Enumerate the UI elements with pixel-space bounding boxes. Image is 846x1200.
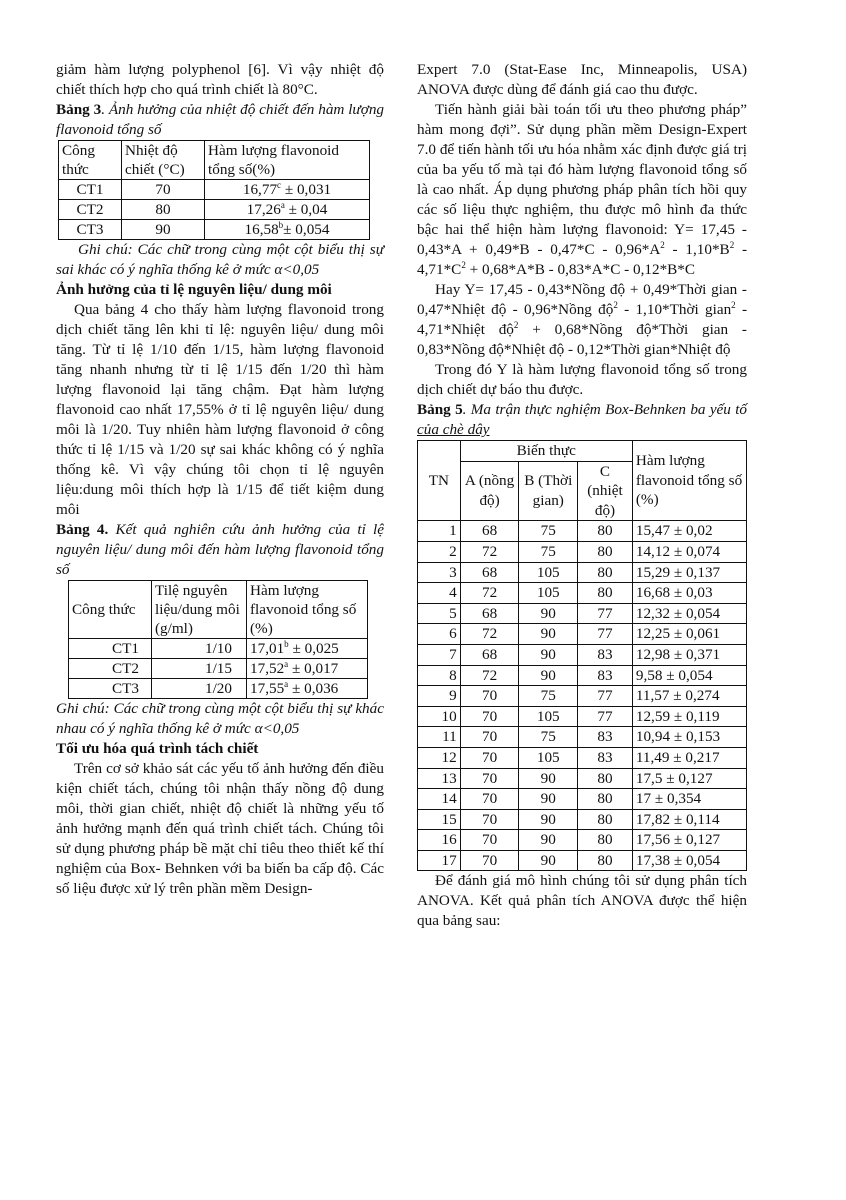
table5-caption-text: . Ma trận thực nghiệm Box-Behnken ba yếu tố <box>462 401 748 418</box>
table-cell: 72 <box>460 583 519 604</box>
table-cell: 90 <box>519 768 578 789</box>
table-cell: 12,98 ± 0,371 <box>632 644 746 665</box>
table-cell: 90 <box>519 850 578 871</box>
table-cell: CT2 <box>69 659 152 679</box>
significance-letter: a <box>284 658 289 669</box>
table-cell <box>247 679 368 699</box>
table5-header-row <box>418 441 747 462</box>
table-cell: 80 <box>578 850 633 871</box>
table-cell: 105 <box>519 747 578 768</box>
table-row <box>69 639 368 659</box>
exponent: 2 <box>513 319 519 330</box>
model-paragraph <box>417 100 747 280</box>
table-cell: 80 <box>578 583 633 604</box>
table-cell: 83 <box>578 644 633 665</box>
table-row <box>418 768 747 789</box>
table4-header-cell: Hàm lượng flavonoid tổng số (%) <box>247 581 368 639</box>
table-cell: 12,59 ± 0,119 <box>632 706 746 727</box>
table-cell: 70 <box>460 727 519 748</box>
table-cell <box>247 659 368 679</box>
significance-letter: a <box>280 199 285 210</box>
table-cell: 1/10 <box>152 639 247 659</box>
error: ± 0,054 <box>283 221 330 238</box>
table-cell: 72 <box>460 624 519 645</box>
table-cell: 77 <box>578 706 633 727</box>
table-cell: 17,5 ± 0,127 <box>632 768 746 789</box>
table-cell <box>247 639 368 659</box>
table-cell: 90 <box>122 220 205 240</box>
table-cell <box>205 200 370 220</box>
table-cell: 77 <box>578 603 633 624</box>
table5 <box>417 440 747 871</box>
table-cell: 12 <box>418 747 461 768</box>
table-cell: 72 <box>460 665 519 686</box>
table-cell: 90 <box>519 789 578 810</box>
value: 16,58 <box>244 221 279 238</box>
table-cell: 68 <box>460 562 519 583</box>
value: 17,26 <box>246 201 281 218</box>
table-cell: 4 <box>418 583 461 604</box>
table-row <box>69 659 368 679</box>
table-cell: 68 <box>460 521 519 542</box>
table-row <box>418 809 747 830</box>
table3-header-row <box>59 141 370 180</box>
table-cell: 1 <box>418 521 461 542</box>
value: 16,77 <box>242 181 278 198</box>
table-cell: 90 <box>519 830 578 851</box>
table-cell: 75 <box>519 541 578 562</box>
table4-caption-label: Bảng 4. <box>56 521 109 538</box>
error: ± 0,025 <box>288 640 339 657</box>
table3-caption <box>56 100 384 140</box>
table-cell: 105 <box>519 583 578 604</box>
table-cell: 10 <box>418 706 461 727</box>
exponent: 2 <box>729 239 735 250</box>
table-cell: 77 <box>578 686 633 707</box>
table-cell: 15 <box>418 809 461 830</box>
table5-header-y: Hàm lượng flavonoid tổng số (%) <box>632 441 746 521</box>
table5-caption-label: Bảng 5 <box>417 401 463 418</box>
table-cell: 70 <box>122 180 205 200</box>
table5-body <box>418 521 747 871</box>
table-cell: 11 <box>418 727 461 748</box>
table-cell: 1/20 <box>152 679 247 699</box>
table-cell: 90 <box>519 603 578 624</box>
table5-caption <box>417 400 747 440</box>
table-cell: 17 ± 0,354 <box>632 789 746 810</box>
table-cell: 90 <box>519 624 578 645</box>
table-cell: 70 <box>460 747 519 768</box>
table-cell: 14,12 ± 0,074 <box>632 541 746 562</box>
table-cell: 75 <box>519 727 578 748</box>
section-heading-optimization: Tối ưu hóa quá trình tách chiết <box>56 740 259 757</box>
exponent: 2 <box>731 299 736 310</box>
table-cell: 80 <box>122 200 205 220</box>
equation-text: Hay Y= 17,45 - 0,43*Nồng độ + 0,49*Thời gian - 0,47*Nhiệt độ - 0,96*Nồng độ <box>417 281 747 318</box>
table-cell: 17,56 ± 0,127 <box>632 830 746 851</box>
table-cell: 17 <box>418 850 461 871</box>
table-cell: 80 <box>578 541 633 562</box>
table3-header-cell: Nhiệt độ chiết (°C) <box>122 141 205 180</box>
table4-caption-text: Kết quả nghiên cứu ảnh hưởng của tỉ lệ nguyên liệu/ dung môi đến hàm lượng flavonoid tổng số <box>56 521 384 578</box>
table-row <box>418 665 747 686</box>
value: 17,01 <box>250 640 285 657</box>
significance-letter: a <box>284 678 289 689</box>
table-cell: 83 <box>578 727 633 748</box>
table4-header-row <box>69 581 368 639</box>
table-cell: 90 <box>519 809 578 830</box>
exponent: 2 <box>613 299 618 310</box>
table-cell: 17,82 ± 0,114 <box>632 809 746 830</box>
table5-header-group: Biến thực <box>460 441 632 462</box>
table-cell: 105 <box>519 706 578 727</box>
model-text: + 0,68*A*B - 0,83*A*C - 0,12*B*C <box>465 261 696 278</box>
table-cell: CT2 <box>59 200 122 220</box>
table-row <box>69 679 368 699</box>
table3-header-cell: Hàm lượng flavonoid tổng số(%) <box>205 141 370 180</box>
exponent: 2 <box>461 259 466 270</box>
table3-caption-text: . Ảnh hưởng của nhiệt độ chiết đến hàm lượng flavonoid tổng số <box>56 101 385 138</box>
equation-text: - 1,10*Thời gian <box>617 301 732 318</box>
table-row <box>418 521 747 542</box>
table-row <box>418 644 747 665</box>
table-cell: 70 <box>460 789 519 810</box>
table5-header-tn: TN <box>418 441 461 521</box>
table-cell: CT1 <box>69 639 152 659</box>
table5-header-a: A (nồng độ) <box>460 461 519 521</box>
equation-text: + 0,68*Nồng độ*Thời gian - 0,83*Nồng độ*Nhiệt độ - 0,12*Thời gian*Nhiệt độ <box>417 321 747 358</box>
model-text: Tiến hành giải bài toán tối ưu theo phương pháp” hàm mong đợi”. Sử dụng phần mềm Design-Expert 7.0 để tiến hành tối ưu hóa nhằm xác định được giá trị của ba yếu tố mà tại đó hàm lượng flavonoid tổng số là cao nhất. Áp dụng phương pháp phân tích hồi quy các số liệu thực nghiệm, thu được mô hình đa thức bậc hai thể hiện hàm lượng flavonoid: Y= 17,45 - 0,43*A + 0,49*B - 0,47*C - 0,96*A <box>417 101 747 258</box>
table-cell: 1/15 <box>152 659 247 679</box>
table-cell: 3 <box>418 562 461 583</box>
table-cell: 83 <box>578 747 633 768</box>
table-row <box>59 220 370 240</box>
section-heading-ratio: Ảnh hưởng của tỉ lệ nguyên liệu/ dung môi <box>56 281 332 298</box>
table-row <box>418 789 747 810</box>
table-cell: 68 <box>460 644 519 665</box>
table-row <box>418 624 747 645</box>
significance-letter: b <box>278 219 284 230</box>
table-cell: 8 <box>418 665 461 686</box>
error: ± 0,031 <box>281 181 332 198</box>
table-cell: 105 <box>519 562 578 583</box>
table-cell: 70 <box>460 706 519 727</box>
table-cell: 12,25 ± 0,061 <box>632 624 746 645</box>
table-cell: 80 <box>578 830 633 851</box>
y-definition-paragraph: Trong đó Y là hàm lượng flavonoid tổng số trong dịch chiết dự báo thu được. <box>417 361 747 398</box>
table-cell: CT3 <box>69 679 152 699</box>
table3-header-cell: Công thức <box>59 141 122 180</box>
ratio-paragraph: Qua bảng 4 cho thấy hàm lượng flavonoid trong dịch chiết tăng lên khi tỉ lệ: nguyên liệu/ dung môi tăng. Từ tỉ lệ 1/10 đến 1/15, hàm lượng flavonoid tăng nhanh nhưng từ tỉ lệ 1/15 đến 1/20 thì hàm lượng flavonoid lại tăng chậm. Đạt hàm lượng flavonoid cao nhất 17,55% ở tỉ lệ nguyên liệu/ dung môi là 1/20. Tuy nhiên hàm lượng flavonoid ở công thức tỉ lệ 1/15 và 1/20 sự sai khác không có ý nghĩa thống kê. Vì vậy chúng tôi chọn tỉ lệ nguyên liệu:dung môi thích hợp là 1/15 để tiết kiệm dung môi <box>56 301 384 518</box>
error: ± 0,036 <box>288 680 339 697</box>
value: 17,52 <box>250 660 285 677</box>
table-cell: 83 <box>578 665 633 686</box>
table3-caption-label: Bảng 3 <box>56 101 102 118</box>
table5-header-c: C (nhiệt độ) <box>578 461 633 521</box>
table3 <box>58 140 370 240</box>
exponent: 2 <box>660 239 665 250</box>
table-cell: 6 <box>418 624 461 645</box>
table3-note: Ghi chú: Các chữ trong cùng một cột biểu thị sự sai khác có ý nghĩa thống kê ở mức α<0,05 <box>56 241 384 278</box>
table-cell: 5 <box>418 603 461 624</box>
table-cell: 13 <box>418 768 461 789</box>
table-row <box>418 603 747 624</box>
table-cell: 17,38 ± 0,054 <box>632 850 746 871</box>
table-cell: CT3 <box>59 220 122 240</box>
table-cell <box>205 220 370 240</box>
table-cell: 80 <box>578 562 633 583</box>
error: ± 0,017 <box>288 660 339 677</box>
table-cell: 10,94 ± 0,153 <box>632 727 746 748</box>
table-cell: 14 <box>418 789 461 810</box>
table-row <box>418 830 747 851</box>
intro-paragraph: giảm hàm lượng polyphenol [6]. Vì vậy nhiệt độ chiết thích hợp cho quá trình chiết là 80°C. <box>56 61 384 98</box>
right-column <box>417 60 747 931</box>
table-cell: 70 <box>460 830 519 851</box>
table-row <box>418 850 747 871</box>
table-row <box>59 180 370 200</box>
table-cell: 12,32 ± 0,054 <box>632 603 746 624</box>
table5-header-b: B (Thời gian) <box>519 461 578 521</box>
optimization-paragraph: Trên cơ sở khảo sát các yếu tố ảnh hưởng đến điều kiện chiết tách, chúng tôi nhận thấy nồng độ dung môi, thời gian chiết, nhiệt độ chiết là những yếu tố ảnh hưởng mạnh đến quá trình chiết tách. Chúng tôi sử dụng phương pháp bề mặt chỉ tiêu theo thiết kế thí nghiệm của Box- Behnken với ba biến ba cấp độ. Các số liệu được xử lý trên phần mềm Design- <box>56 760 384 897</box>
table-cell: 70 <box>460 850 519 871</box>
table-cell: 15,29 ± 0,137 <box>632 562 746 583</box>
left-column <box>56 60 384 899</box>
table5-caption-text-underlined: của chè dây <box>417 421 490 438</box>
table-cell: 11,49 ± 0,217 <box>632 747 746 768</box>
table-cell: CT1 <box>59 180 122 200</box>
table4-header-cell: Công thức <box>69 581 152 639</box>
model-text: - 1,10*B <box>664 241 730 258</box>
table-cell: 7 <box>418 644 461 665</box>
table-cell: 75 <box>519 686 578 707</box>
table-row <box>418 686 747 707</box>
table-row <box>418 562 747 583</box>
table-cell: 75 <box>519 521 578 542</box>
anova-paragraph: Để đánh giá mô hình chúng tôi sử dụng phân tích ANOVA. Kết quả phân tích ANOVA được thể hiện qua bảng sau: <box>417 872 747 930</box>
table-cell: 80 <box>578 768 633 789</box>
table-cell: 70 <box>460 768 519 789</box>
table4 <box>68 580 368 699</box>
table4-caption <box>56 520 384 580</box>
table-cell: 80 <box>578 789 633 810</box>
table-cell: 80 <box>578 521 633 542</box>
table4-note: Ghi chú: Các chữ trong cùng một cột biểu thị sự khác nhau có ý nghĩa thống kê ở mức α<0,05 <box>56 700 384 737</box>
value: 17,55 <box>250 680 285 697</box>
table-cell <box>205 180 370 200</box>
table-cell: 77 <box>578 624 633 645</box>
table-row <box>418 727 747 748</box>
table-cell: 70 <box>460 809 519 830</box>
table-cell: 11,57 ± 0,274 <box>632 686 746 707</box>
table-cell: 68 <box>460 603 519 624</box>
table-cell: 9 <box>418 686 461 707</box>
equation-paragraph <box>417 280 747 360</box>
table-row <box>418 747 747 768</box>
significance-letter: c <box>277 179 282 190</box>
table-cell: 90 <box>519 665 578 686</box>
table-cell: 16,68 ± 0,03 <box>632 583 746 604</box>
model-text: - 4,71*C <box>417 241 748 278</box>
table-row <box>59 200 370 220</box>
table-row <box>418 541 747 562</box>
table-cell: 70 <box>460 686 519 707</box>
table4-header-cell: Tilệ nguyên liệu/dung môi (g/ml) <box>152 581 247 639</box>
equation-text: - 4,71*Nhiệt độ <box>417 301 747 338</box>
significance-letter: b <box>284 638 289 649</box>
table-cell: 16 <box>418 830 461 851</box>
continuation-paragraph: Expert 7.0 (Stat-Ease Inc, Minneapolis, USA) ANOVA được dùng để đánh giá cao thu được. <box>417 61 747 98</box>
table-cell: 15,47 ± 0,02 <box>632 521 746 542</box>
table-cell: 2 <box>418 541 461 562</box>
table-cell: 72 <box>460 541 519 562</box>
table-cell: 90 <box>519 644 578 665</box>
table-row <box>418 706 747 727</box>
error: ± 0,04 <box>284 201 328 218</box>
table-cell: 9,58 ± 0,054 <box>632 665 746 686</box>
table-row <box>418 583 747 604</box>
table-cell: 80 <box>578 809 633 830</box>
